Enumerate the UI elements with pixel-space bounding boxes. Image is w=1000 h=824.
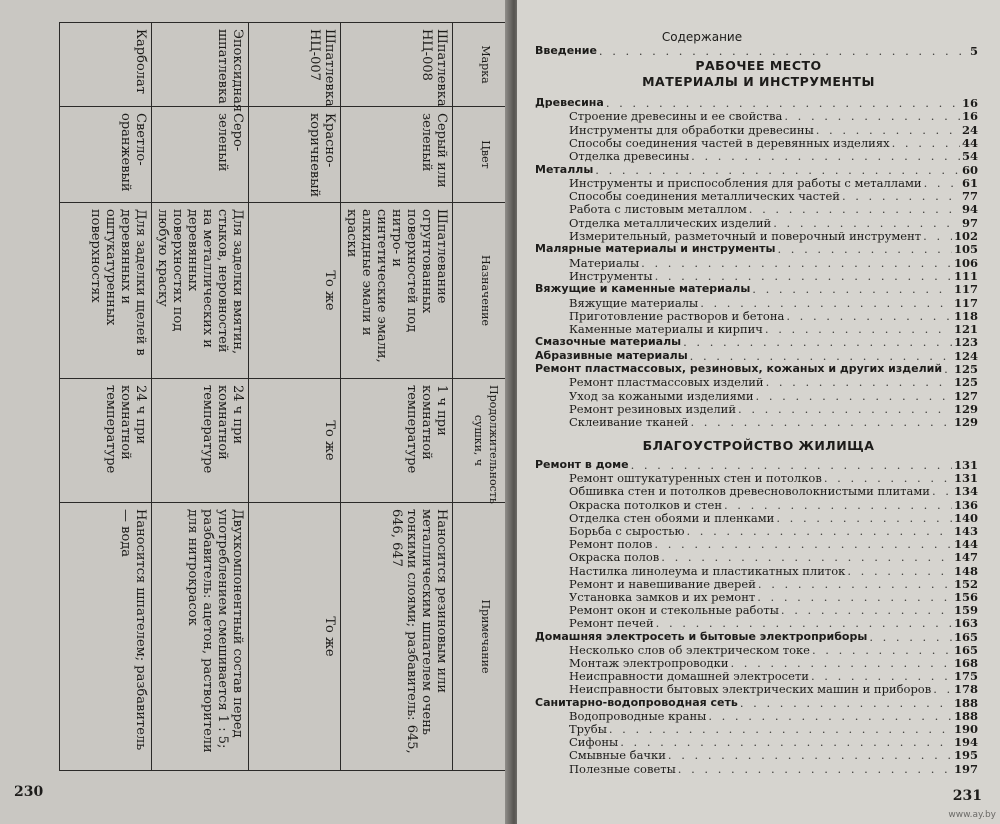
leader-dots <box>641 256 952 270</box>
toc-entry-page: 125 <box>953 375 978 390</box>
toc-entry <box>569 216 978 230</box>
leader-dots <box>773 216 960 230</box>
toc-entry-page: 124 <box>953 348 978 363</box>
toc-entry-page: 178 <box>953 682 978 697</box>
toc-entry-title: Ремонт резиновых изделий <box>569 401 737 416</box>
toc-entry <box>569 511 978 525</box>
leader-dots <box>816 123 960 137</box>
cell-note: Наносится шпателем; разбавитель — вода <box>60 503 152 771</box>
toc-entry-page: 102 <box>953 229 978 243</box>
toc-entry-title: Малярные материалы и инструменты <box>535 242 776 256</box>
toc-entry <box>569 643 978 657</box>
toc-entry <box>569 498 978 512</box>
leader-dots <box>944 362 952 376</box>
toc-entry-title: Настилка линолеума и пластикатных плиток <box>569 563 846 578</box>
toc-entry <box>569 269 978 283</box>
toc-entry-page: 188 <box>953 708 978 723</box>
toc-entry-page: 195 <box>953 748 978 763</box>
cell-color: Серо-зеленый <box>152 107 249 203</box>
toc-entry-page: 16 <box>961 96 978 110</box>
section-heading: БЛАГОУСТРОЙСТВО ЖИЛИЩА <box>642 438 875 453</box>
toc-entry-page: 131 <box>953 458 978 472</box>
header-note: Примечание <box>453 503 520 771</box>
toc-entry <box>569 603 978 617</box>
toc-entry-page: 94 <box>961 202 978 217</box>
toc-entry-page: 129 <box>953 415 978 430</box>
toc-entry <box>569 229 978 243</box>
page-number-right: 231 <box>952 788 982 804</box>
toc-entry-title: Вяжущие и каменные материалы <box>535 282 751 296</box>
leader-dots <box>599 44 968 58</box>
toc-entry <box>569 524 978 538</box>
toc-entry-page: 129 <box>953 401 978 416</box>
leader-dots <box>668 748 952 762</box>
leader-dots <box>784 109 960 123</box>
toc-entry-title: Борьба с сыростью <box>569 524 685 538</box>
toc-chapter-entry <box>535 630 978 644</box>
toc-entry <box>569 656 978 670</box>
toc-chapter-entry <box>535 696 978 710</box>
toc-entry-page: 175 <box>953 669 978 684</box>
leader-dots <box>824 471 952 485</box>
toc-chapter-entry <box>535 96 978 110</box>
leader-dots <box>654 537 952 551</box>
leader-dots <box>933 682 952 696</box>
rotated-table-block <box>80 22 520 770</box>
toc-entry-title: Древесина <box>535 96 604 109</box>
cell-drying: 24 ч при комнатной температуре <box>60 379 152 503</box>
cell-color: Красно-коричневый <box>249 107 341 203</box>
cell-note: Наносится резиновым или металлическим шпателем очень тонкими слоями; разбавитель: 645, 646, 647 <box>341 503 453 771</box>
paint-table <box>59 22 520 771</box>
toc-entry <box>569 669 978 683</box>
toc-chapter-entry <box>535 163 978 177</box>
toc-entry-title: Полезные советы <box>569 761 676 776</box>
toc-entry-title: Отделка древесины <box>569 149 690 164</box>
toc-entry <box>569 309 978 323</box>
right-page <box>517 0 1000 824</box>
leader-dots <box>678 762 952 776</box>
toc-entry <box>569 762 978 776</box>
leader-dots <box>765 322 952 336</box>
toc-entry-title: Материалы <box>569 255 640 270</box>
toc-entry-page: 60 <box>961 162 978 177</box>
leader-dots <box>781 603 952 617</box>
toc-entry-title: Неисправности бытовых электрических машин и приборов <box>569 682 932 697</box>
leader-dots <box>609 722 952 736</box>
leader-dots <box>847 564 952 578</box>
toc-entry-title: Ремонт оштукатуренных стен и потолков <box>569 471 822 486</box>
toc-chapter-entry <box>535 362 978 376</box>
leader-dots <box>766 375 952 389</box>
leader-dots <box>811 669 952 683</box>
leader-dots <box>686 524 952 538</box>
toc-entry <box>569 296 978 310</box>
leader-dots <box>655 269 952 283</box>
toc-entry <box>569 415 978 429</box>
toc-entry <box>569 682 978 696</box>
toc-entry <box>569 402 978 416</box>
toc-entry-page: 24 <box>961 122 978 137</box>
toc-entry-title: Смывные бачки <box>569 748 666 763</box>
toc-entry-title: Склеивание тканей <box>569 415 689 430</box>
toc-entry-page: 140 <box>953 510 978 525</box>
toc-entry-page: 165 <box>953 642 978 657</box>
cell-brand: Эпоксидная шпатлевка <box>152 23 249 107</box>
toc-entry-title: Водопроводные краны <box>569 708 707 723</box>
toc-entry-title: Несколько слов об электрическом токе <box>569 642 810 657</box>
toc-entry-title: Приготовление растворов и бетона <box>569 308 785 323</box>
leader-dots <box>924 176 960 190</box>
toc-entry-title: Ремонт пластмассовых изделий <box>569 375 764 390</box>
toc-entry-page: 77 <box>961 189 978 204</box>
cell-purpose: То же <box>249 203 341 379</box>
toc-entry-title: Способы соединения частей в деревянных изделиях <box>569 135 890 150</box>
leader-dots <box>776 511 952 525</box>
toc-entry-page: 156 <box>953 590 978 604</box>
toc-entry-title: Строение древесины и ее свойства <box>569 109 783 124</box>
toc-entry-title: Ремонт полов <box>569 537 653 552</box>
toc-entry-title: Способы соединения металлических частей <box>569 189 840 204</box>
toc-entry-title: Каменные материалы и кирпич <box>569 322 763 337</box>
toc-entry-page: 44 <box>961 135 978 150</box>
toc-entry-page: 97 <box>961 215 978 230</box>
toc-entry-page: 106 <box>953 255 978 270</box>
toc-entry-title: Отделка металлических изделий <box>569 215 772 230</box>
toc-entry-page: 163 <box>953 616 978 631</box>
toc-entry-page: 147 <box>953 550 978 565</box>
toc-entry <box>569 590 978 604</box>
toc-entry <box>569 176 978 190</box>
leader-dots <box>683 335 952 349</box>
toc-chapter-entry <box>535 458 978 472</box>
leader-dots <box>631 458 952 472</box>
toc-entry-title: Работа с листовым металлом <box>569 202 747 217</box>
toc-entry-page: 117 <box>953 282 978 297</box>
cell-drying: 24 ч при комнатной температуре <box>152 379 249 503</box>
leader-dots <box>812 643 952 657</box>
leader-dots <box>656 616 952 630</box>
section-heading: РАБОЧЕЕ МЕСТО <box>695 58 822 73</box>
toc-entry-title: Домашняя электросеть и бытовые электроприборы <box>535 629 868 643</box>
toc-entry-title: Уход за кожаными изделиями <box>569 388 754 403</box>
toc-entry <box>569 709 978 723</box>
toc-entry-title: Металлы <box>535 162 594 176</box>
header-color: Цвет <box>453 107 520 203</box>
toc-entry-page: 125 <box>953 362 978 376</box>
leader-dots <box>777 242 952 256</box>
toc-entry <box>569 123 978 137</box>
toc-entry-page: 127 <box>953 388 978 403</box>
toc-entry <box>569 484 978 498</box>
leader-dots <box>869 630 952 644</box>
toc-entry-page: 123 <box>953 335 978 350</box>
toc-entry-page: 134 <box>953 484 978 499</box>
table-row <box>341 23 453 771</box>
toc-entry <box>569 322 978 336</box>
toc-intro-entry <box>535 44 978 58</box>
cell-note: То же <box>249 503 341 771</box>
leader-dots <box>661 550 952 564</box>
cell-drying: 1 ч при комнатной температуре <box>341 379 453 503</box>
cell-color: Серый или зеленый <box>341 107 453 203</box>
toc-entry-title: Инструменты для обработки древесины <box>569 122 814 137</box>
toc-entry-title: Трубы <box>569 722 607 736</box>
toc-entry <box>569 109 978 123</box>
toc-entry-page: 194 <box>953 735 978 750</box>
toc-entry-title: Абразивные материалы <box>535 348 688 362</box>
leader-dots <box>923 229 952 243</box>
toc-chapter-entry <box>535 349 978 363</box>
toc-entry-page: 54 <box>961 149 978 164</box>
leader-dots <box>758 577 952 591</box>
toc-entry-page: 136 <box>953 497 978 512</box>
toc-entry-page: 131 <box>953 471 978 486</box>
cell-note: Двухкомпонентный состав перед употреблением смешивается 1 : 5; разбавитель: ацетон, растворители для нитрокрасок <box>152 503 249 771</box>
toc-entry <box>569 471 978 485</box>
toc-entry <box>569 577 978 591</box>
leader-dots <box>730 656 952 670</box>
cell-color: Светло-оранжевый <box>60 107 152 203</box>
toc-entry <box>569 202 978 216</box>
section-heading: МАТЕРИАЛЫ И ИНСТРУМЕНТЫ <box>642 74 875 89</box>
table-row <box>249 23 341 771</box>
toc-entry-page: 111 <box>953 268 978 283</box>
toc-entry <box>569 189 978 203</box>
toc-entry-title: Сифоны <box>569 735 619 750</box>
cell-brand: Шпатлевка НЦ-007 <box>249 23 341 107</box>
toc-entry-page: 190 <box>953 722 978 736</box>
toc-entry-title: Ремонт в доме <box>535 458 629 471</box>
toc-entry-title: Ремонт пластмассовых, резиновых, кожаных и других изделий <box>535 362 943 375</box>
leader-dots <box>752 282 952 296</box>
leader-dots <box>708 709 952 723</box>
cell-brand: Карболат <box>60 23 152 107</box>
header-purpose: Назначение <box>453 203 520 379</box>
toc-entry-title: Отделка стен обоями и пленками <box>569 510 775 525</box>
leader-dots <box>757 590 952 604</box>
toc-entry-title: Введение <box>535 44 597 57</box>
leader-dots <box>932 484 952 498</box>
toc-entry-title: Обшивка стен и потолков древесноволокнистыми плитами <box>569 484 930 499</box>
cell-drying: То же <box>249 379 341 503</box>
toc-chapter-entry <box>535 242 978 256</box>
toc-entry-page: 61 <box>961 175 978 190</box>
leader-dots <box>724 498 952 512</box>
toc-entry-title: Окраска потолков и стен <box>569 497 722 512</box>
leader-dots <box>620 735 952 749</box>
table-row <box>60 23 152 771</box>
toc-entry-page: 159 <box>953 603 978 618</box>
cell-purpose: Для заделки щелей в деревянных и оштукатуренных поверхностях <box>60 203 152 379</box>
toc-entry-title: Вяжущие материалы <box>569 295 699 310</box>
toc-entry-page: 168 <box>953 656 978 670</box>
toc-entry <box>569 735 978 749</box>
toc-entry <box>569 375 978 389</box>
toc-entry-page: 165 <box>953 629 978 644</box>
leader-dots <box>595 163 960 177</box>
leader-dots <box>738 402 952 416</box>
cell-purpose: Для заделки вмятин, стыков, неровностей на металлических и деревянных поверхностях под любую краску <box>152 203 249 379</box>
leader-dots <box>749 202 960 216</box>
toc-entry-page: 117 <box>953 295 978 310</box>
toc-entry <box>569 564 978 578</box>
leader-dots <box>842 189 960 203</box>
leader-dots <box>892 136 960 150</box>
toc-entry-title: Измерительный, разметочный и поверочный инструмент <box>569 229 922 243</box>
toc-entry-title: Инструменты <box>569 268 653 283</box>
toc-entry <box>569 389 978 403</box>
toc-entry <box>569 256 978 270</box>
toc-entry-page: 5 <box>969 44 978 58</box>
leader-dots <box>786 309 952 323</box>
toc-entry-title: Неисправности домашней электросети <box>569 669 809 684</box>
table-row <box>152 23 249 771</box>
toc-entry-title: Монтаж электропроводки <box>569 656 729 670</box>
toc-entry-page: 188 <box>953 695 978 710</box>
toc-entry <box>569 748 978 762</box>
toc-entry-page: 105 <box>953 242 978 257</box>
watermark: www.ay.by <box>948 810 996 820</box>
toc-entry-page: 118 <box>953 308 978 323</box>
toc-entry <box>569 722 978 736</box>
toc-entry-page: 197 <box>953 761 978 776</box>
toc-entry-title: Ремонт окон и стекольные работы <box>569 603 779 618</box>
leader-dots <box>606 96 960 110</box>
toc-entry <box>569 149 978 163</box>
toc-entry-title: Окраска полов <box>569 550 660 565</box>
toc-entry <box>569 550 978 564</box>
header-brand: Марка <box>453 23 520 107</box>
page-number-left: 230 <box>14 784 44 800</box>
toc-entry-page: 148 <box>953 563 978 578</box>
leader-dots <box>690 349 952 363</box>
toc-entry-page: 143 <box>953 524 978 538</box>
toc-title: Содержание <box>661 30 743 44</box>
leader-dots <box>691 149 960 163</box>
toc-entry-page: 144 <box>953 537 978 552</box>
leader-dots <box>756 389 952 403</box>
toc-entry-page: 121 <box>953 322 978 337</box>
toc-entry <box>569 136 978 150</box>
toc-entry-title: Инструменты и приспособления для работы с металлами <box>569 175 922 190</box>
toc-entry-title: Установка замков и их ремонт <box>569 590 756 604</box>
toc-entry-page: 152 <box>953 576 978 591</box>
leader-dots <box>700 296 952 310</box>
cell-brand: Шпатлевка НЦ-008 <box>341 23 453 107</box>
toc-chapter-entry <box>535 335 978 349</box>
toc-entry-title: Смазочные материалы <box>535 335 682 349</box>
toc-chapter-entry <box>535 282 978 296</box>
header-drying-time: Продолжительность сушки, ч <box>453 379 520 503</box>
cell-purpose: Шпатлевание огрунтованных поверхностей под нитро- и синтетические эмали, алкидные эмали и краски <box>341 203 453 379</box>
toc-entry-page: 16 <box>961 109 978 124</box>
toc-entry <box>569 616 978 630</box>
toc-entry <box>569 537 978 551</box>
toc-entry-title: Ремонт и навешивание дверей <box>569 576 756 591</box>
leader-dots <box>740 696 952 710</box>
toc-entry-title: Ремонт печей <box>569 616 654 631</box>
toc-entry-title: Санитарно-водопроводная сеть <box>535 695 738 709</box>
leader-dots <box>690 415 952 429</box>
